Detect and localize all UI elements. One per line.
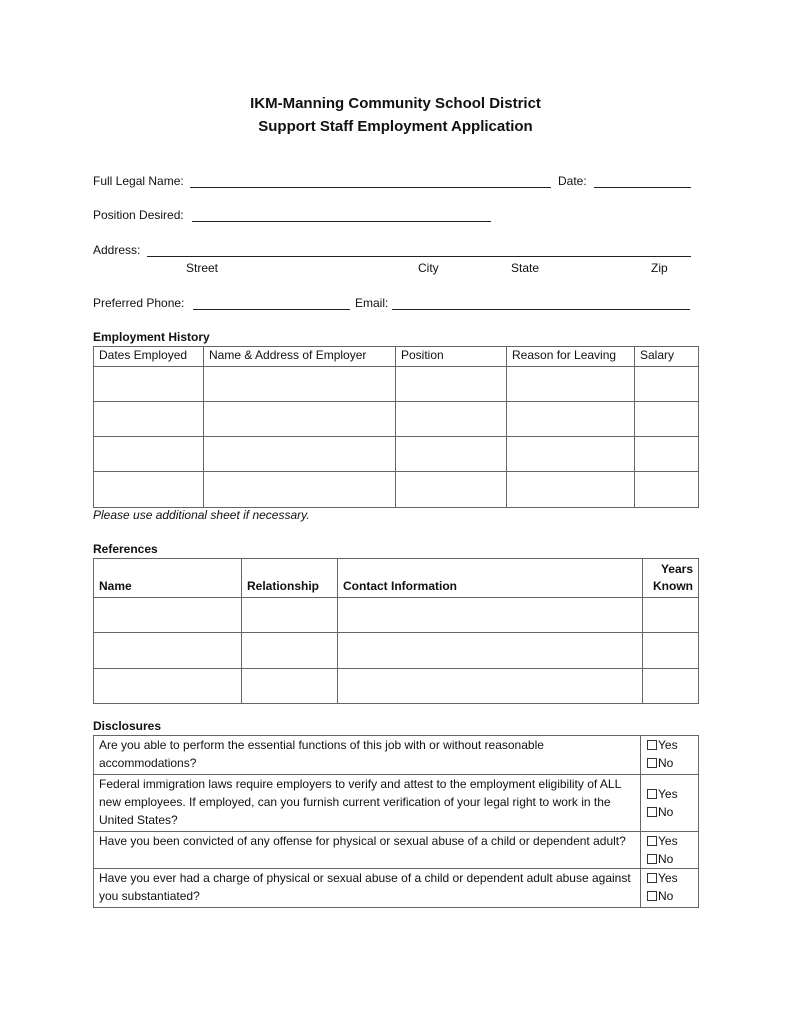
table-cell[interactable] [204, 367, 396, 402]
table-row [94, 437, 699, 472]
table-row [94, 669, 699, 704]
employment-history-table [93, 346, 699, 508]
table-cell[interactable] [94, 367, 204, 402]
column-header: Name [94, 559, 242, 598]
table-cell[interactable] [204, 437, 396, 472]
yes-checkbox[interactable]: Yes [647, 869, 692, 887]
column-header: Name & Address of Employer [204, 347, 396, 367]
disclosure-question: Have you ever had a charge of physical or sexual abuse of a child or dependent adult abuse against you substantiated? [94, 869, 641, 908]
table-cell[interactable] [635, 402, 699, 437]
table-cell[interactable] [94, 402, 204, 437]
city-label: City [418, 261, 439, 275]
additional-sheet-note: Please use additional sheet if necessary. [93, 508, 310, 522]
table-cell[interactable] [507, 437, 635, 472]
table-cell[interactable] [635, 367, 699, 402]
disclosure-question: Federal immigration laws require employers to verify and attest to the employment eligibility of ALL new employees. If employed, can you furnish current verification of your legal right to work in the United States? [94, 775, 641, 832]
yes-checkbox[interactable]: Yes [647, 785, 692, 803]
table-cell[interactable] [643, 633, 699, 669]
table-cell[interactable] [94, 633, 242, 669]
employment-history-heading: Employment History [93, 330, 210, 344]
references-table [93, 558, 699, 704]
no-checkbox[interactable]: No [647, 803, 692, 821]
column-header: Position [396, 347, 507, 367]
table-row [94, 633, 699, 669]
answer-options [641, 736, 699, 775]
table-cell[interactable] [242, 669, 338, 704]
position-field[interactable] [192, 221, 491, 222]
table-cell[interactable] [396, 367, 507, 402]
yes-checkbox[interactable]: Yes [647, 736, 692, 754]
full-name-field[interactable] [190, 187, 551, 188]
disclosure-row [94, 869, 699, 908]
table-cell[interactable] [94, 472, 204, 508]
table-cell[interactable] [635, 472, 699, 508]
table-cell[interactable] [94, 437, 204, 472]
zip-label: Zip [651, 261, 668, 275]
state-label: State [511, 261, 540, 275]
address-label: Address: [93, 243, 141, 257]
document-title: IKM-Manning Community School District [250, 95, 541, 112]
table-cell[interactable] [338, 669, 643, 704]
column-header: Years Known [643, 559, 699, 598]
table-header-row [94, 559, 699, 598]
position-label: Position Desired: [93, 208, 184, 222]
table-cell[interactable] [507, 367, 635, 402]
column-header: Contact Information [338, 559, 643, 598]
address-field[interactable] [147, 256, 691, 257]
column-header: Dates Employed [94, 347, 204, 367]
street-label: Street [186, 261, 219, 275]
table-cell[interactable] [396, 402, 507, 437]
answer-options [641, 775, 699, 832]
table-cell[interactable] [643, 598, 699, 633]
disclosures-table [93, 735, 699, 908]
table-row [94, 402, 699, 437]
disclosure-question: Are you able to perform the essential functions of this job with or without reasonable accommodations? [94, 736, 641, 775]
table-cell[interactable] [94, 598, 242, 633]
phone-field[interactable] [193, 309, 350, 310]
disclosure-row [94, 736, 699, 775]
no-checkbox[interactable]: No [647, 887, 692, 905]
table-cell[interactable] [338, 598, 643, 633]
date-label: Date: [558, 174, 587, 188]
disclosure-row [94, 832, 699, 869]
table-cell[interactable] [242, 598, 338, 633]
table-cell[interactable] [242, 633, 338, 669]
disclosure-row [94, 775, 699, 832]
table-cell[interactable] [204, 402, 396, 437]
table-cell[interactable] [204, 472, 396, 508]
table-row [94, 472, 699, 508]
full-name-label: Full Legal Name: [93, 174, 184, 188]
table-cell[interactable] [507, 472, 635, 508]
email-label: Email: [355, 296, 389, 310]
table-cell[interactable] [396, 437, 507, 472]
no-checkbox[interactable]: No [647, 754, 692, 772]
column-header: Reason for Leaving [507, 347, 635, 367]
answer-options [641, 832, 699, 869]
table-row [94, 598, 699, 633]
yes-checkbox[interactable]: Yes [647, 832, 692, 850]
date-field[interactable] [594, 187, 691, 188]
table-cell[interactable] [94, 669, 242, 704]
table-cell[interactable] [643, 669, 699, 704]
table-header-row [94, 347, 699, 367]
table-row [94, 367, 699, 402]
column-header: Salary [635, 347, 699, 367]
answer-options [641, 869, 699, 908]
table-cell[interactable] [507, 402, 635, 437]
disclosures-heading: Disclosures [93, 719, 162, 733]
table-cell[interactable] [635, 437, 699, 472]
no-checkbox[interactable]: No [647, 850, 692, 868]
references-heading: References [93, 542, 158, 556]
column-header: Relationship [242, 559, 338, 598]
phone-label: Preferred Phone: [93, 296, 185, 310]
table-cell[interactable] [338, 633, 643, 669]
disclosure-question: Have you been convicted of any offense for physical or sexual abuse of a child or dependent adult? [94, 832, 641, 869]
document-subtitle: Support Staff Employment Application [258, 118, 533, 135]
email-field[interactable] [392, 309, 690, 310]
table-cell[interactable] [396, 472, 507, 508]
